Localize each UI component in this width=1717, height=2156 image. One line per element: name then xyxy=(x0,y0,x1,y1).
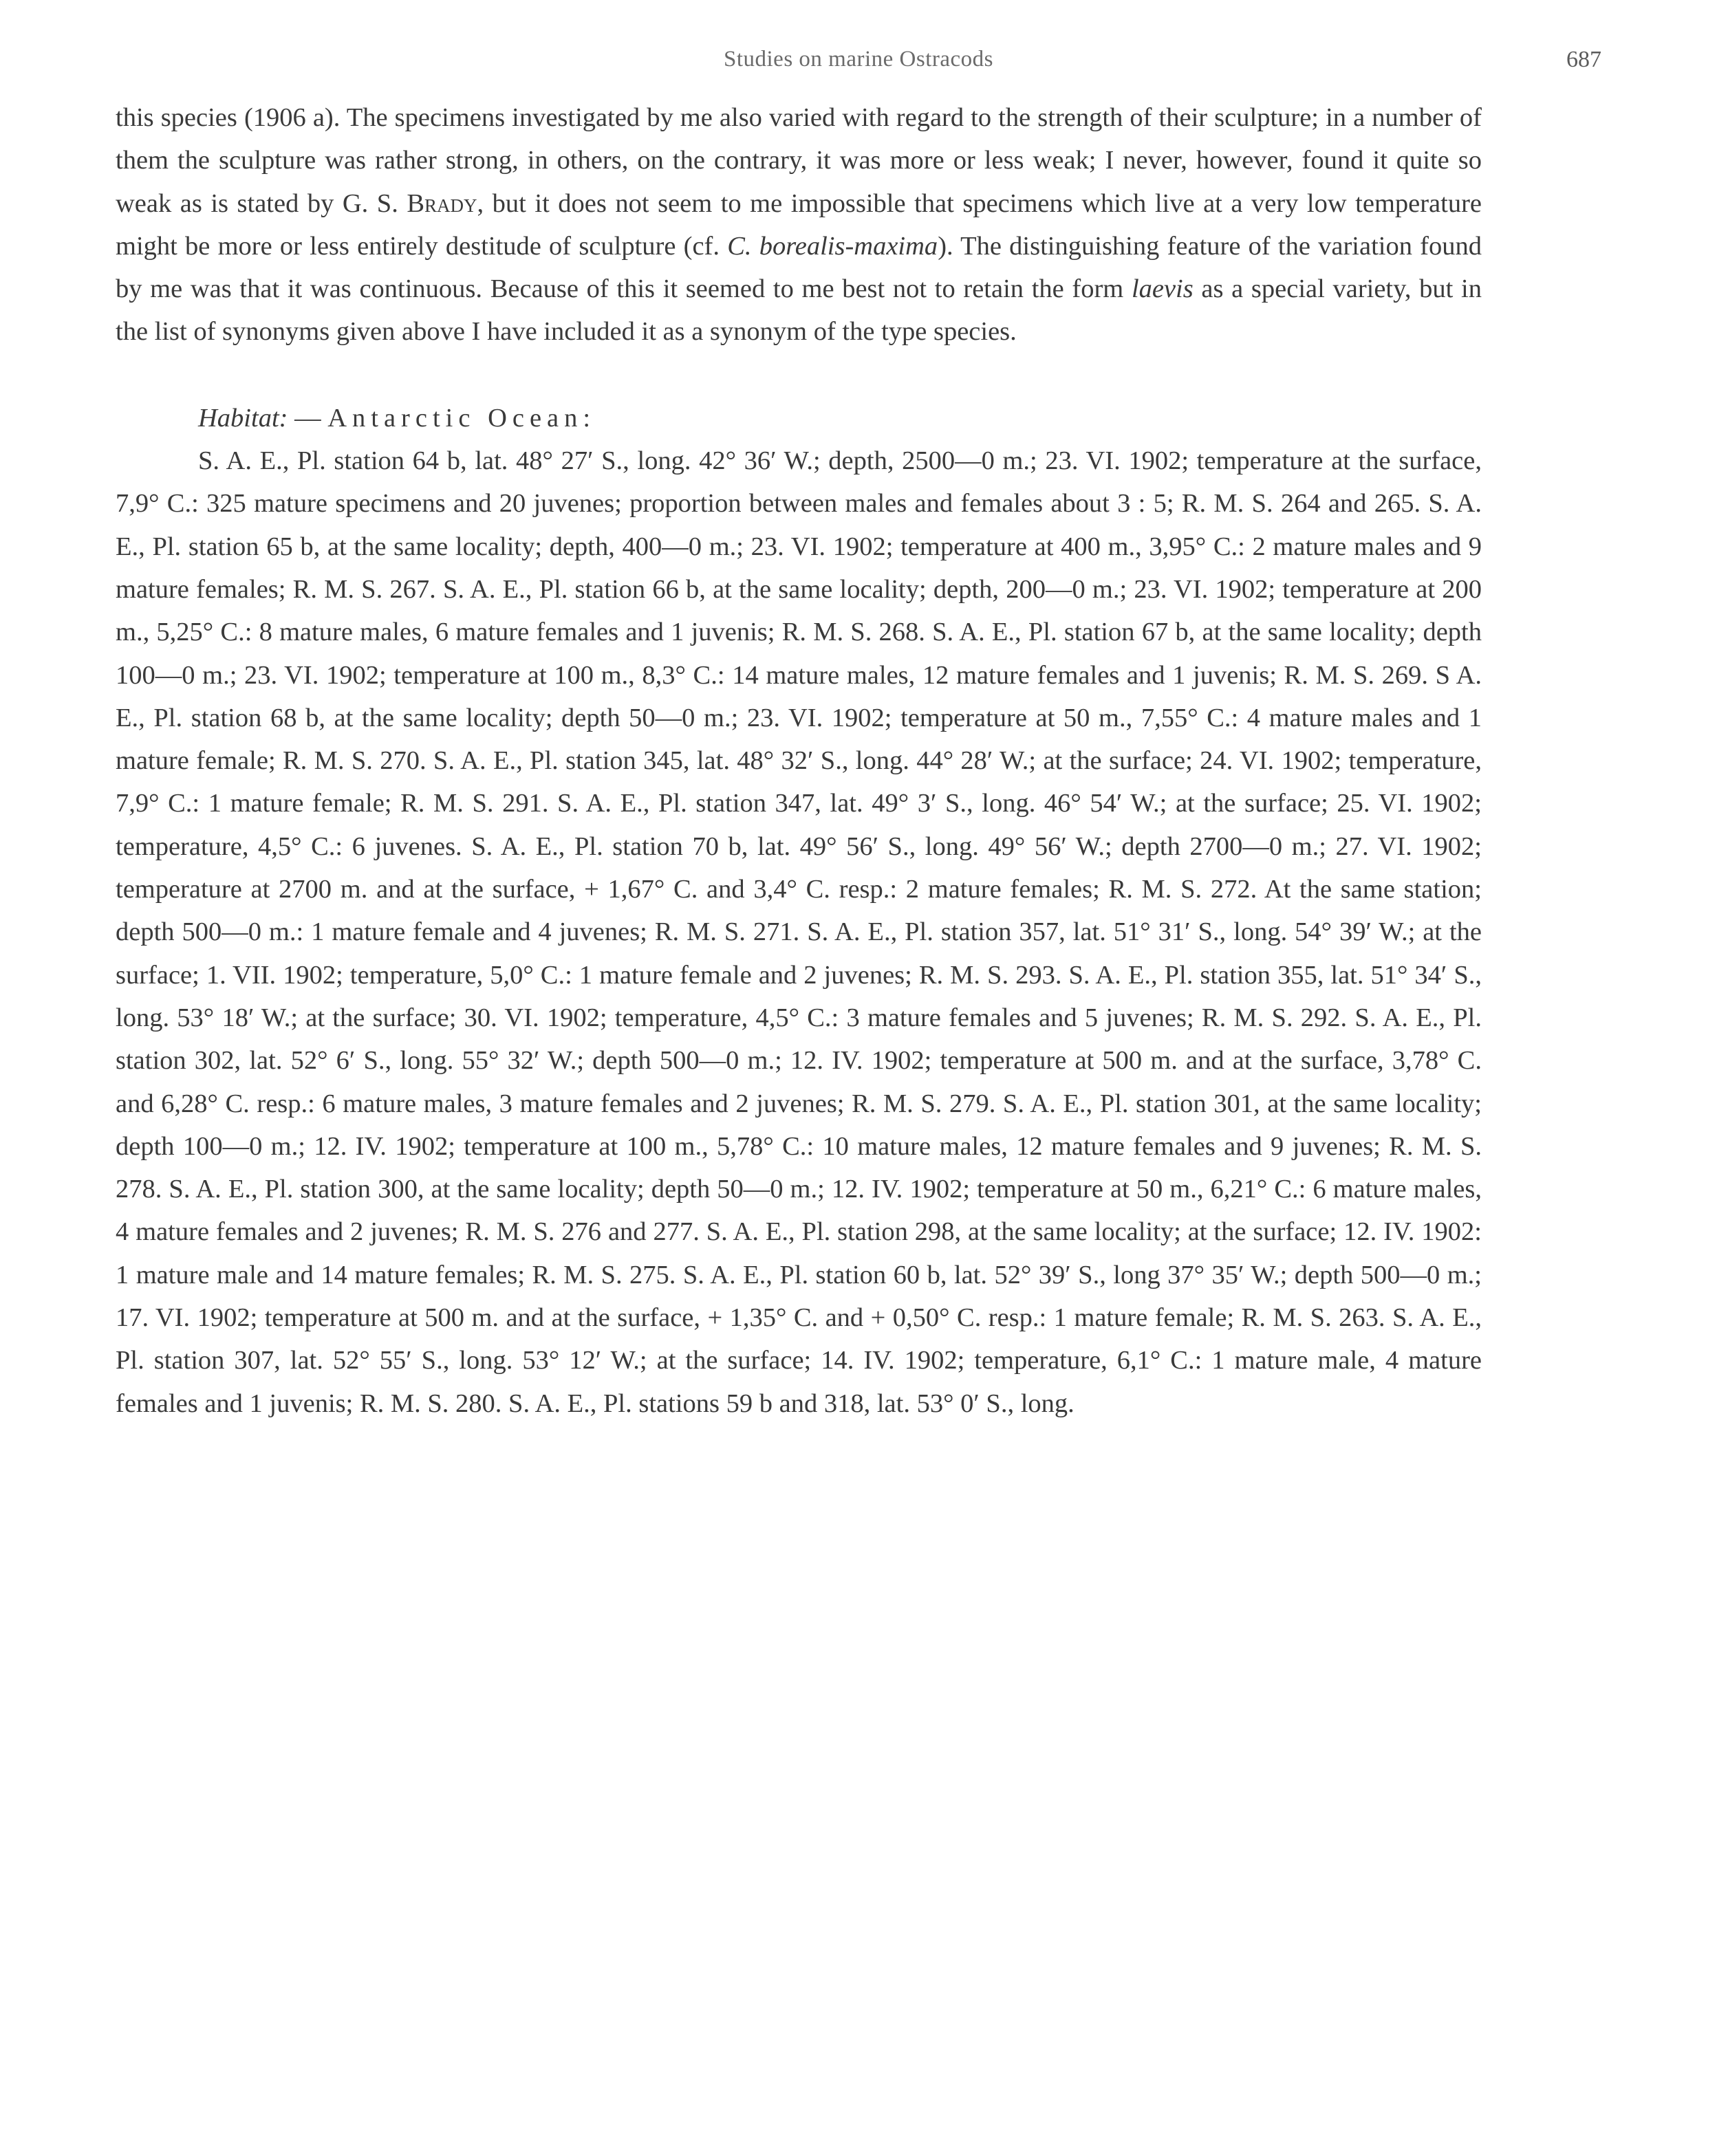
paragraph-variation xyxy=(116,96,1482,353)
paragraph-text: ). The distinguishing feature of the variation found by me was that it was continuous. Because of this it seemed to me best not to retain the form xyxy=(116,231,1482,304)
form-name: laevis xyxy=(1131,274,1194,304)
running-title: Studies on marine Ostracods xyxy=(723,47,994,72)
paragraph-text: this species (1906 a). The specimens investigated by me also varied with regard to the strength of their sculpture; in a number of them the sculpture was rather strong, in others, on the contrary, it was more or less weak; I never, however, found it quite so weak as is stated by G. S. xyxy=(116,103,1482,218)
author-name: Brady xyxy=(407,188,477,218)
running-head xyxy=(116,47,1601,81)
habitat-label: Habitat: xyxy=(198,403,288,433)
ocean-name: Antarctic Ocean: xyxy=(327,403,596,433)
body-text xyxy=(116,96,1482,1425)
habitat-heading xyxy=(116,397,1482,439)
taxon-name: C. borealis-maxima xyxy=(727,231,938,261)
habitat-dash: — xyxy=(288,403,328,433)
paragraph-text: as a special variety, but in the list of synonyms given above I have included it as a synonym of the type species. xyxy=(116,274,1482,347)
paragraph-text: , but it does not seem to me impossible that specimens which live at a very low temperature might be more or less entirely destitude of sculpture (cf. xyxy=(116,188,1482,261)
page-number: 687 xyxy=(1566,47,1601,72)
station-records: S. A. E., Pl. station 64 b, lat. 48° 27′ S., long. 42° 36′ W.; depth, 2500—0 m.; 23. VI. 1902; temperature at the surface, 7,9° C.: 325 mature specimens and 20 juvenes; proportion between males and females about 3 : 5; R. M. S. 264 and 265. S. A. E., Pl. station 65 b, at the same locality; depth, 400—0 m.; 23. VI. 1902; temperature at 400 m., 3,95° C.: 2 mature males and 9 mature females; R. M. S. 267. S. A. E., Pl. station 66 b, at the same locality; depth, 200—0 m.; 23. VI. 1902; temperature at 200 m., 5,25° C.: 8 mature males, 6 mature females and 1 juvenis; R. M. S. 268. S. A. E., Pl. station 67 b, at the same locality; depth 100—0 m.; 23. VI. 1902; temperature at 100 m., 8,3° C.: 14 mature males, 12 mature females and 1 juvenis; R. M. S. 269. S A. E., Pl. station 68 b, at the same locality; depth 50—0 m.; 23. VI. 1902; temperature at 50 m., 7,55° C.: 4 mature males and 1 mature female; R. M. S. 270. S. A. E., Pl. station 345, lat. 48° 32′ S., long. 44° 28′ W.; at the surface; 24. VI. 1902; temperature, 7,9° C.: 1 mature female; R. M. S. 291. S. A. E., Pl. station 347, lat. 49° 3′ S., long. 46° 54′ W.; at the surface; 25. VI. 1902; temperature, 4,5° C.: 6 juvenes. S. A. E., Pl. station 70 b, lat. 49° 56′ S., long. 49° 56′ W.; depth 2700—0 m.; 27. VI. 1902; temperature at 2700 m. and at the surface, + 1,67° C. and 3,4° C. resp.: 2 mature females; R. M. S. 272. At the same station; depth 500—0 m.: 1 mature female and 4 juvenes; R. M. S. 271. S. A. E., Pl. station 357, lat. 51° 31′ S., long. 54° 39′ W.; at the surface; 1. VII. 1902; temperature, 5,0° C.: 1 mature female and 2 juvenes; R. M. S. 293. S. A. E., Pl. station 355, lat. 51° 34′ S., long. 53° 18′ W.; at the surface; 30. VI. 1902; temperature, 4,5° C.: 3 mature females and 5 juvenes; R. M. S. 292. S. A. E., Pl. station 302, lat. 52° 6′ S., long. 55° 32′ W.; depth 500—0 m.; 12. IV. 1902; temperature at 500 m. and at the surface, 3,78° C. and 6,28° C. resp.: 6 mature males, 3 mature females and 2 juvenes; R. M. S. 279. S. A. E., Pl. station 301, at the same locality; depth 100—0 m.; 12. IV. 1902; temperature at 100 m., 5,78° C.: 10 mature males, 12 mature females and 9 juvenes; R. M. S. 278. S. A. E., Pl. station 300, at the same locality; depth 50—0 m.; 12. IV. 1902; temperature at 50 m., 6,21° C.: 6 mature males, 4 mature females and 2 juvenes; R. M. S. 276 and 277. S. A. E., Pl. station 298, at the same locality; at the surface; 12. IV. 1902: 1 mature male and 14 mature females; R. M. S. 275. S. A. E., Pl. station 60 b, lat. 52° 39′ S., long 37° 35′ W.; depth 500—0 m.; 17. VI. 1902; temperature at 500 m. and at the surface, + 1,35° C. and + 0,50° C. resp.: 1 mature female; R. M. S. 263. S. A. E., Pl. station 307, lat. 52° 55′ S., long. 53° 12′ W.; at the surface; 14. IV. 1902; temperature, 6,1° C.: 1 mature male, 4 mature females and 1 juvenis; R. M. S. 280. S. A. E., Pl. stations 59 b and 318, lat. 53° 0′ S., long. xyxy=(116,446,1482,1418)
